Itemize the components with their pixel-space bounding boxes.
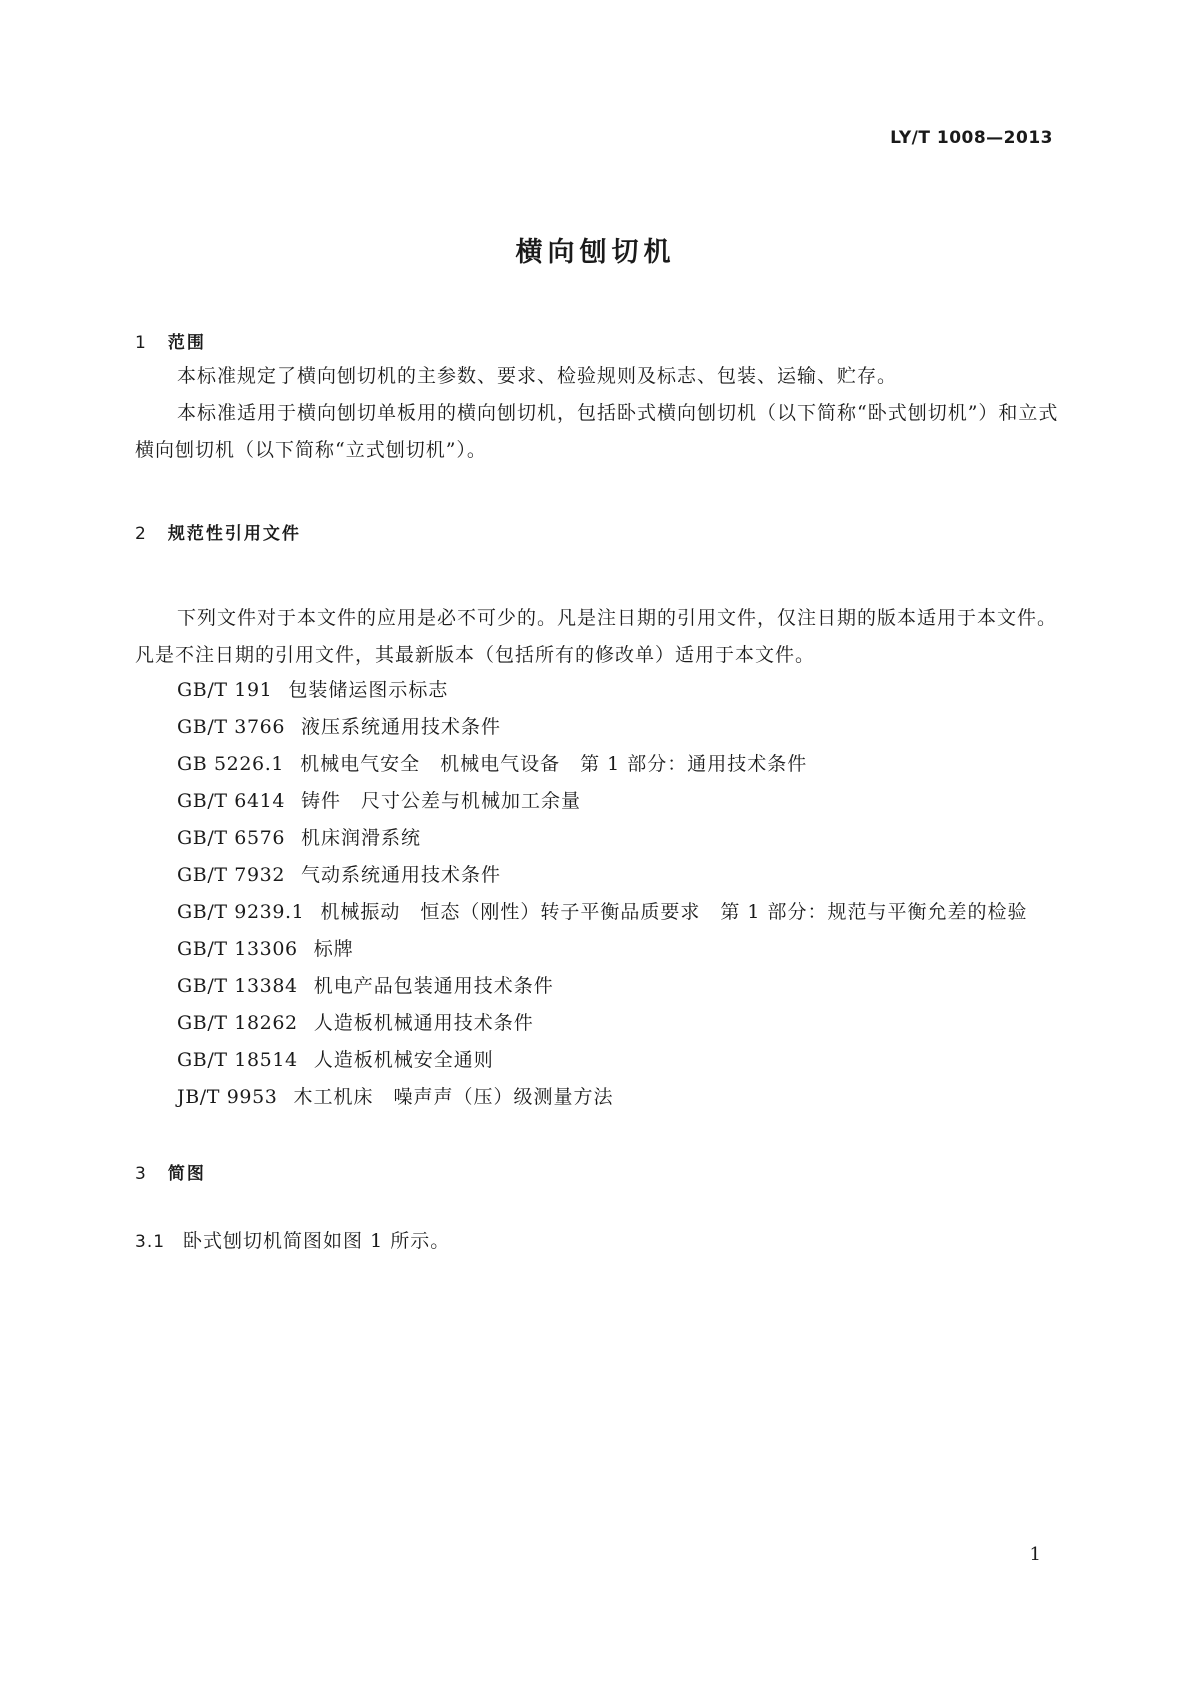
section-title: 规范性引用文件 xyxy=(167,524,301,544)
reference-title: 机械电气安全 机械电气设备 第 1 部分：通用技术条件 xyxy=(300,753,808,775)
reference-title: 机械振动 恒态（刚性）转子平衡品质要求 第 1 部分：规范与平衡允差的检验 xyxy=(320,901,1028,923)
reference-title: 气动系统通用技术条件 xyxy=(301,864,502,886)
reference-title: 包装储运图示标志 xyxy=(288,679,449,701)
reference-item xyxy=(177,709,1028,746)
section-title: 简图 xyxy=(167,1164,206,1184)
document-code: LY/T 1008—2013 xyxy=(890,128,1053,148)
reference-code: GB/T 18514 xyxy=(177,1049,298,1071)
page-number: 1 xyxy=(1029,1544,1041,1565)
section-heading-diagram xyxy=(135,1159,206,1184)
reference-title: 人造板机械通用技术条件 xyxy=(313,1012,534,1034)
section-number: 1 xyxy=(135,333,148,353)
reference-code: GB/T 3766 xyxy=(177,716,286,738)
reference-title: 标牌 xyxy=(313,938,354,960)
reference-code: GB 5226.1 xyxy=(177,753,285,775)
reference-code: GB/T 13384 xyxy=(177,975,298,997)
reference-item xyxy=(177,857,1028,894)
reference-code: GB/T 6576 xyxy=(177,827,286,849)
section-number: 3 xyxy=(135,1164,148,1184)
reference-item xyxy=(177,931,1028,968)
document-title: 横向刨切机 xyxy=(515,237,676,268)
reference-code: GB/T 7932 xyxy=(177,864,286,886)
reference-item xyxy=(177,968,1028,1005)
reference-item xyxy=(177,1005,1028,1042)
scope-paragraph-2: 本标准适用于横向刨切单板用的横向刨切机，包括卧式横向刨切机（以下简称“卧式刨切机”）和立式横向刨切机（以下简称“立式刨切机”）。 xyxy=(135,402,1059,461)
reference-item xyxy=(177,1079,1028,1116)
reference-title: 机床润滑系统 xyxy=(301,827,422,849)
section-heading-scope xyxy=(135,328,206,353)
reference-title: 液压系统通用技术条件 xyxy=(301,716,502,738)
reference-code: GB/T 6414 xyxy=(177,790,286,812)
section-number: 2 xyxy=(135,524,148,544)
reference-item xyxy=(177,783,1028,820)
normative-intro-paragraph: 下列文件对于本文件的应用是必不可少的。凡是注日期的引用文件，仅注日期的版本适用于本文件。凡是不注日期的引用文件，其最新版本（包括所有的修改单）适用于本文件。 xyxy=(135,607,1058,666)
reference-item xyxy=(177,820,1028,857)
reference-code: JB/T 9953 xyxy=(177,1086,278,1108)
section-heading-normative xyxy=(135,519,301,544)
reference-item xyxy=(177,746,1028,783)
reference-list xyxy=(177,672,1028,1116)
clause-3-1 xyxy=(135,1226,450,1253)
reference-code: GB/T 9239.1 xyxy=(177,901,305,923)
reference-code: GB/T 13306 xyxy=(177,938,298,960)
reference-item xyxy=(177,672,1028,709)
reference-item xyxy=(177,894,1028,931)
clause-number: 3.1 xyxy=(135,1232,166,1252)
section-title: 范围 xyxy=(167,333,206,353)
reference-title: 人造板机械安全通则 xyxy=(313,1049,494,1071)
reference-title: 木工机床 噪声声（压）级测量方法 xyxy=(293,1086,614,1108)
reference-code: GB/T 18262 xyxy=(177,1012,298,1034)
scope-paragraph-1: 本标准规定了横向刨切机的主参数、要求、检验规则及标志、包装、运输、贮存。 xyxy=(177,365,898,387)
reference-code: GB/T 191 xyxy=(177,679,273,701)
reference-item xyxy=(177,1042,1028,1079)
reference-title: 铸件 尺寸公差与机械加工余量 xyxy=(301,790,582,812)
reference-title: 机电产品包装通用技术条件 xyxy=(313,975,554,997)
clause-text: 卧式刨切机简图如图 1 所示。 xyxy=(183,1230,451,1252)
